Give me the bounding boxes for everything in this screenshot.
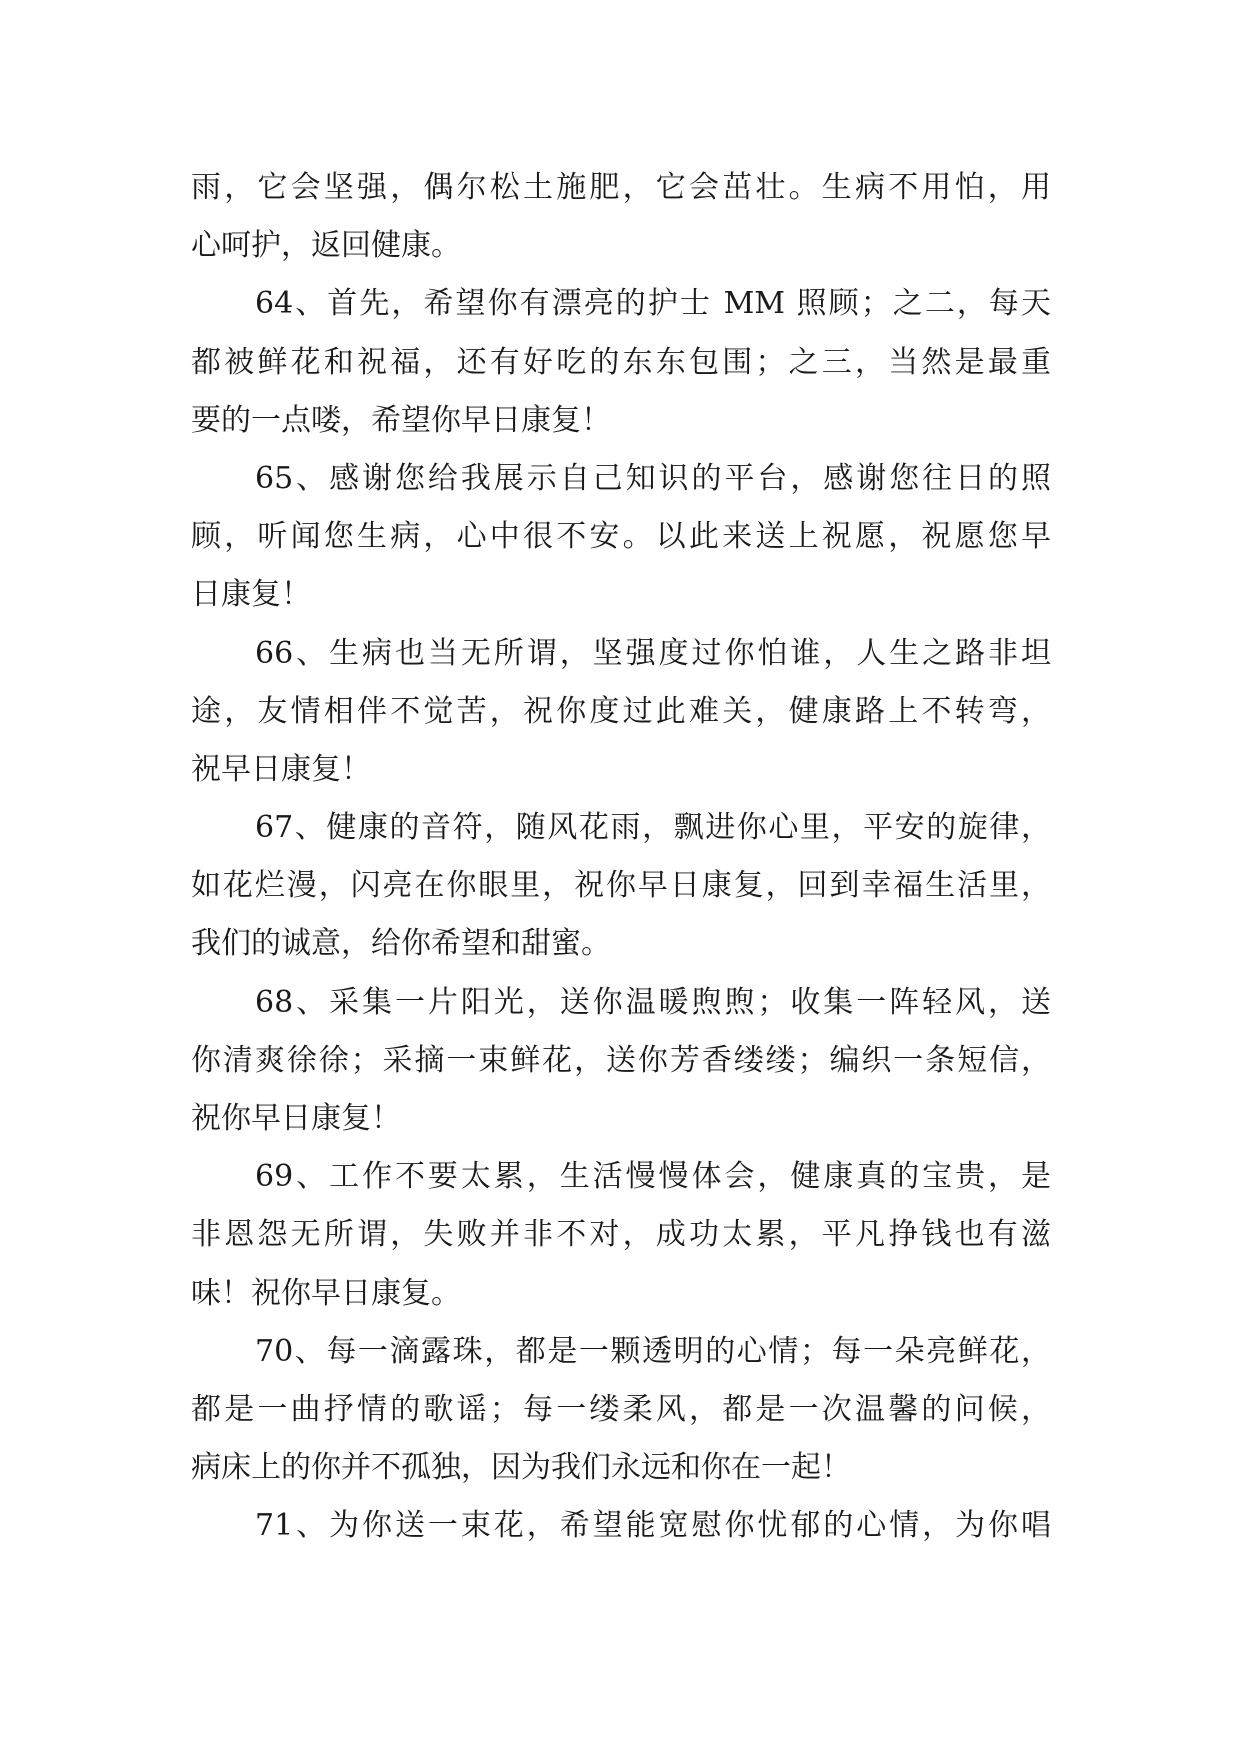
text-line: 非恩怨无所谓，失败并非不对，成功太累，平凡挣钱也有滋 [191,1217,1051,1253]
text-line: 我们的诚意，给你希望和甜蜜。 [191,926,611,962]
paragraph-64-line: 64、首先，希望你有漂亮的护士 MM 照顾；之二，每天 [255,286,1051,322]
text-line: 病床上的你并不孤独，因为我们永远和你在一起！ [191,1450,851,1486]
text-line: 要的一点喽，希望你早日康复！ [191,402,611,438]
paragraph-68-line: 68、采集一片阳光，送你温暖煦煦；收集一阵轻风，送 [255,984,1051,1020]
text-line: 日康复！ [191,577,311,613]
paragraph-65-line: 65、感谢您给我展示自己知识的平台，感谢您往日的照 [255,460,1051,496]
paragraph-66-line: 66、生病也当无所谓，坚强度过你怕谁，人生之路非坦 [255,635,1051,671]
text-line: 都是一曲抒情的歌谣；每一缕柔风，都是一次温馨的问候， [191,1391,1051,1427]
text-line: 都被鲜花和祝福，还有好吃的东东包围；之三，当然是最重 [191,344,1051,380]
text-line: 途，友情相伴不觉苦，祝你度过此难关，健康路上不转弯， [191,693,1051,729]
text-line: 祝早日康复！ [191,751,371,787]
body-text [191,159,1051,1556]
text-line: 如花烂漫，闪亮在你眼里，祝你早日康复，回到幸福生活里， [191,868,1051,904]
text-line: 你清爽徐徐；采摘一束鲜花，送你芳香缕缕；编织一条短信， [191,1042,1051,1078]
text-line: 雨，它会坚强，偶尔松土施肥，它会茁壮。生病不用怕，用 [191,170,1051,205]
text-line: 心呵护，返回健康。 [191,228,461,264]
paragraph-70-line: 70、每一滴露珠，都是一颗透明的心情；每一朵亮鲜花， [255,1333,1051,1369]
paragraph-67-line: 67、健康的音符，随风花雨，飘进你心里，平安的旋律， [255,810,1051,846]
text-line: 祝你早日康复！ [191,1101,401,1136]
paragraph-71-line: 71、为你送一束花，希望能宽慰你忧郁的心情，为你唱 [255,1508,1051,1544]
text-line: 味！祝你早日康复。 [191,1275,461,1311]
paragraph-69-line: 69、工作不要太累，生活慢慢体会，健康真的宝贵，是 [255,1159,1051,1195]
text-line: 顾，听闻您生病，心中很不安。以此来送上祝愿，祝愿您早 [191,519,1051,555]
